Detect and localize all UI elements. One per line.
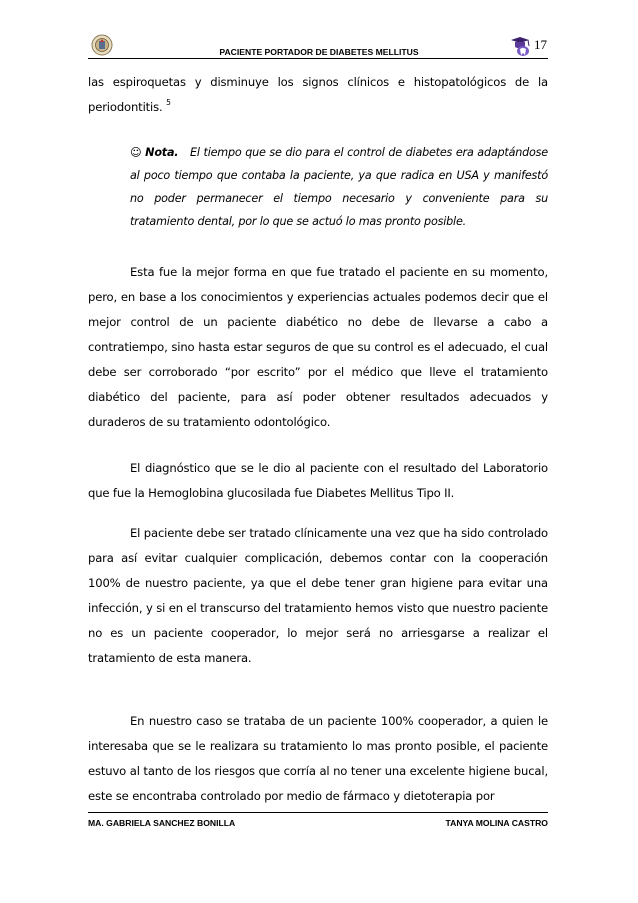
- running-header: PACIENTE PORTADOR DE DIABETES MELLITUS: [219, 47, 419, 57]
- paragraph-text: En nuestro caso se trataba de un paciente 100% cooperador, a quien le interesaba que se le realizara su tratamiento lo mas pronto posible, el paciente estuvo al tanto de los riesgos que corría al no tener una excelente higiene bucal, este se encontraba controlado por medio de fármaco y dietoterapia por: [88, 714, 548, 803]
- smiley-bullet-icon: ☺: [130, 146, 142, 159]
- paragraph: [88, 521, 548, 671]
- paragraph-continuation: [88, 70, 548, 120]
- paragraph-text: las espiroquetas y disminuye los signos clínicos e histopatológicos de la periodontitis.: [88, 75, 548, 114]
- note-text: El tiempo que se dio para el control de diabetes era adaptándose al poco tiempo que contaba la paciente, ya que radica en USA y manifestó no poder permanecer el tiempo necesario y conveniente para su tratamiento dental, por lo que se actuó lo mas pronto posible.: [130, 146, 548, 228]
- reference-superscript: 5: [166, 98, 171, 107]
- paragraph-text: Esta fue la mejor forma en que fue tratado el paciente en su momento, pero, en base a los conocimientos y experiencias actuales podemos decir que el mejor control de un paciente diabético no debe de llevarse a cabo a contratiempo, sino hasta estar seguros de que su control es el adecuado, el cual debe ser corroborado “por escrito” por el médico que lleve el tratamiento diabético del paciente, para así poder obtener resultados adecuados y duraderos de su tratamiento odontológico.: [88, 265, 548, 429]
- note-label: Nota.: [145, 146, 179, 159]
- note-block: [130, 141, 548, 233]
- paragraph: [88, 709, 548, 809]
- footer-author-left: MA. GABRIELA SANCHEZ BONILLA: [88, 818, 236, 828]
- paragraph-text: El paciente debe ser tratado clínicamente una vez que ha sido controlado para así evitar cualquier complicación, debemos contar con la cooperación 100% de nuestro paciente, ya que el debe tener gran higiene para evitar una infección, y si en el transcurso del tratamiento hemos visto que nuestro paciente no es un paciente cooperador, lo mejor será no arriesgarse a realizar el tratamiento de esta manera.: [88, 526, 548, 665]
- dental-faculty-logo-icon: [508, 36, 532, 58]
- paragraph: [88, 456, 548, 506]
- footer-author-right: TANYA MOLINA CASTRO: [445, 818, 548, 828]
- page-number: 17: [534, 37, 547, 52]
- paragraph: [88, 260, 548, 435]
- header-rule: [88, 58, 548, 59]
- paragraph-text: El diagnóstico que se le dio al paciente con el resultado del Laboratorio que fue la Hemoglobina glucosilada fue Diabetes Mellitus Tipo II.: [88, 461, 548, 500]
- footer-rule: [88, 812, 548, 813]
